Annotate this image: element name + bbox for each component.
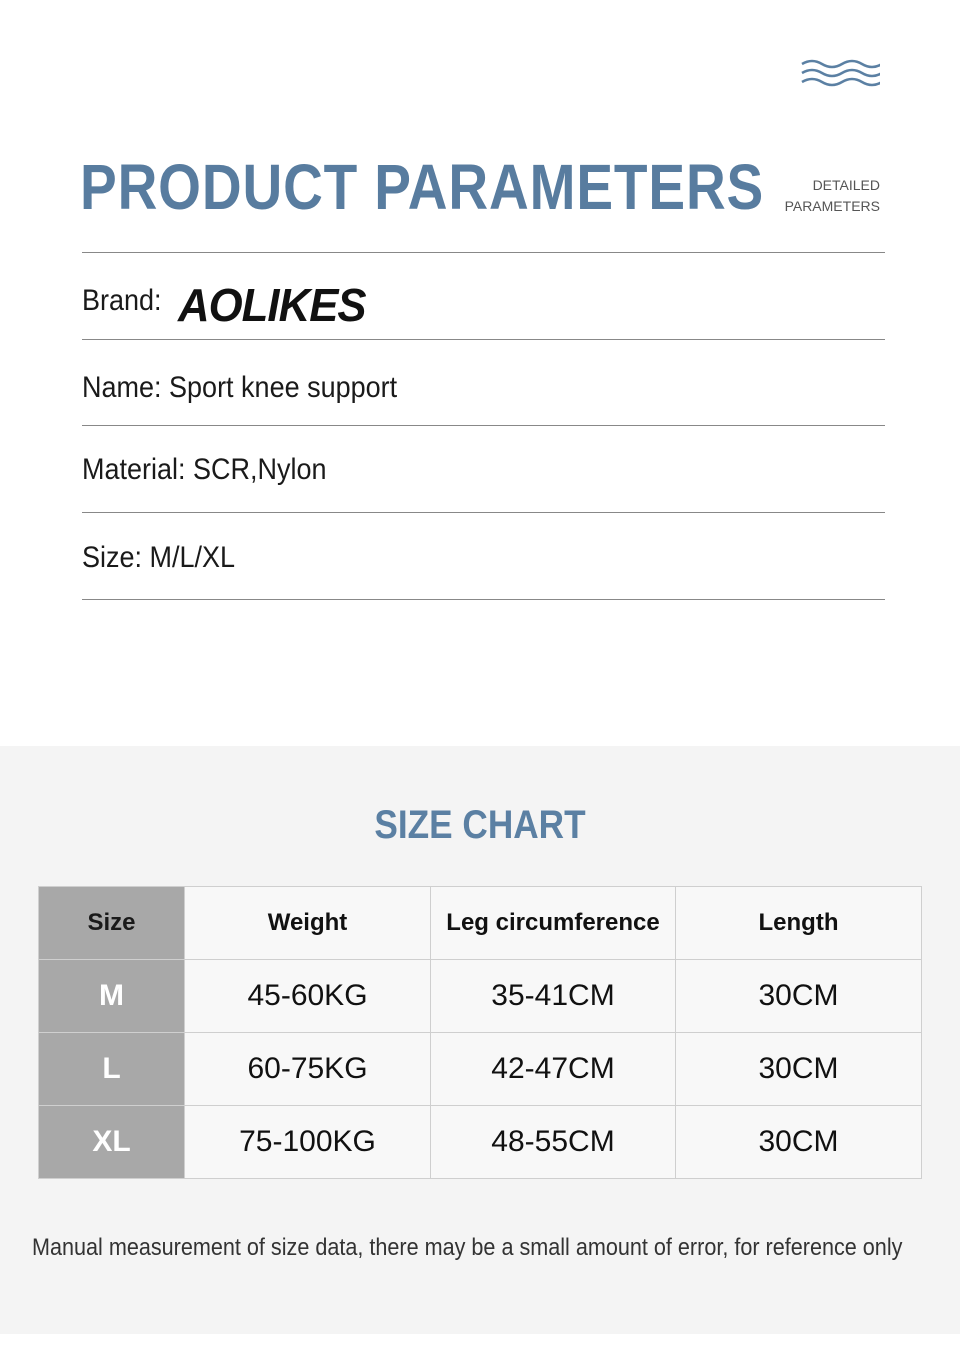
column-header-weight: Weight — [185, 887, 431, 960]
weight-cell: 60-75KG — [185, 1033, 431, 1106]
weight-cell: 75-100KG — [185, 1106, 431, 1179]
length-cell: 30CM — [676, 1033, 922, 1106]
length-cell: 30CM — [676, 1106, 922, 1179]
page-title: PRODUCT PARAMETERS — [80, 151, 765, 223]
waves-icon — [800, 58, 880, 88]
size-cell: L — [39, 1033, 185, 1106]
table-row — [39, 1106, 922, 1179]
size-chart-title: SIZE CHART — [374, 803, 586, 847]
table-row — [39, 1033, 922, 1106]
subtitle-line-2: PARAMETERS — [784, 198, 880, 214]
param-name: Name: Sport knee support — [82, 371, 398, 404]
param-material: Material: SCR,Nylon — [82, 453, 327, 486]
table-row — [39, 960, 922, 1033]
leg-circumference-cell: 42-47CM — [431, 1033, 676, 1106]
leg-circumference-cell: 48-55CM — [431, 1106, 676, 1179]
weight-cell: 45-60KG — [185, 960, 431, 1033]
brand-logo: AOLIKES — [178, 279, 366, 331]
size-table — [38, 886, 922, 1179]
leg-circumference-cell: 35-41CM — [431, 960, 676, 1033]
subtitle-line-1: DETAILED — [812, 177, 880, 193]
size-chart-note: Manual measurement of size data, there may be a small amount of error, for reference only — [32, 1234, 903, 1261]
divider — [82, 252, 885, 253]
column-header-size: Size — [39, 887, 185, 960]
divider — [82, 512, 885, 513]
size-cell: M — [39, 960, 185, 1033]
size-cell: XL — [39, 1106, 185, 1179]
param-size: Size: M/L/XL — [82, 541, 236, 574]
length-cell: 30CM — [676, 960, 922, 1033]
table-header-row — [39, 887, 922, 960]
divider — [82, 599, 885, 600]
brand-label: Brand: — [82, 284, 162, 317]
column-header-length: Length — [676, 887, 922, 960]
page-subtitle — [770, 175, 880, 217]
divider — [82, 425, 885, 426]
column-header-leg-circumference: Leg circumference — [431, 887, 676, 960]
divider — [82, 339, 885, 340]
